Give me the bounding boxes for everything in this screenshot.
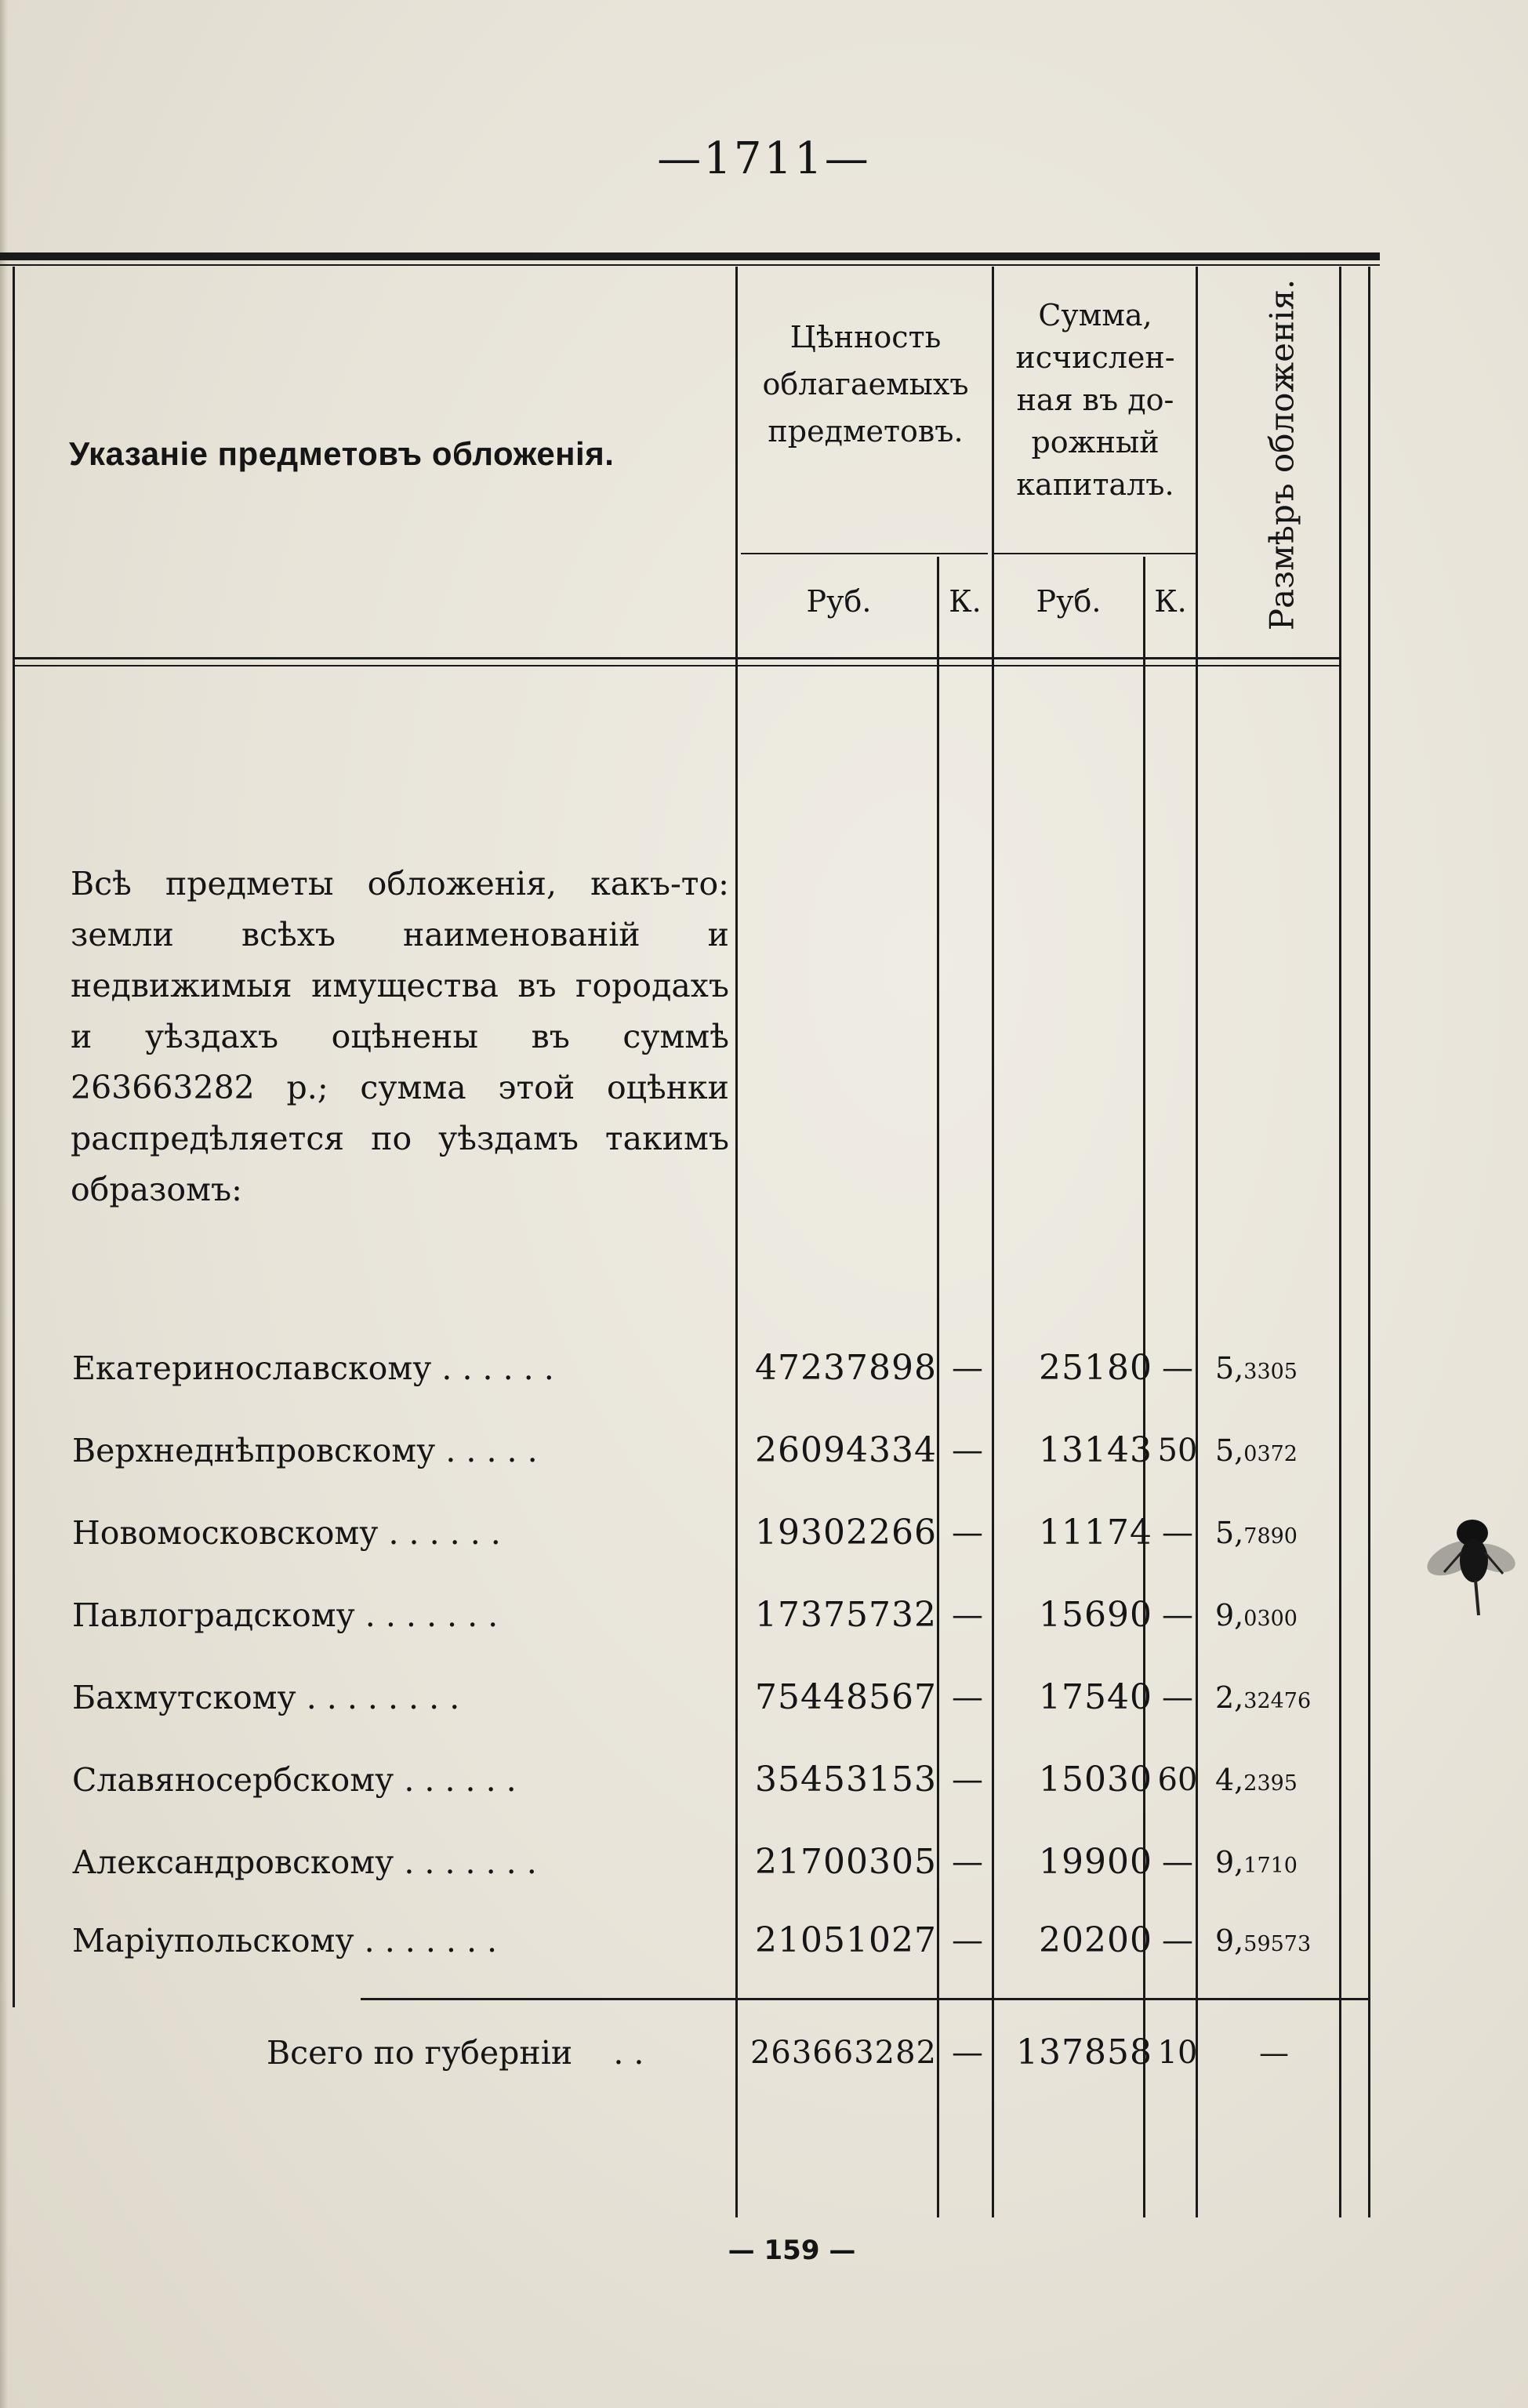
- sum-unit-rub: Руб.: [1036, 584, 1102, 619]
- valuation-kop: —: [952, 1433, 983, 1469]
- valuation-rub: 19302266: [755, 1513, 937, 1553]
- district-name: Александровскому . . . . . . .: [72, 1843, 537, 1881]
- sum-kop: 60: [1157, 1762, 1198, 1798]
- sum-kop: —: [1162, 1844, 1193, 1880]
- total-row: [0, 2014, 1528, 2092]
- table-row: [0, 1823, 1528, 1901]
- subject-column-header: Указаніе предметовъ обложенія.: [69, 435, 615, 472]
- sum-rub: 25180: [1039, 1348, 1152, 1388]
- sum-kop: —: [1162, 1350, 1193, 1386]
- table-row: [0, 1329, 1528, 1407]
- valuation-kop: —: [952, 1350, 983, 1386]
- intro-paragraph: Всѣ предметы обложенія, какъ-то: земли всѣхъ наименованій и недвижимыя имущества въ городахъ и уѣздахъ оцѣнены въ суммѣ 263663282 р.; сумма этой оцѣнки распредѣляется по уѣздамъ такимъ образомъ:: [71, 865, 729, 1208]
- sum-head-line: рожный: [1031, 425, 1160, 459]
- sum-kop: —: [1162, 1923, 1193, 1959]
- district-name: Славяносербскому . . . . . .: [72, 1761, 517, 1799]
- rate-column-header: Размѣръ обложенія.: [1262, 278, 1301, 631]
- sum-rub: 15030: [1039, 1760, 1152, 1800]
- sum-rub: 15690: [1039, 1595, 1152, 1635]
- tax-rate: 4,2395: [1215, 1763, 1298, 1797]
- sum-column-header: [994, 294, 1196, 506]
- sum-rub: 17540: [1039, 1677, 1152, 1717]
- page-number-bottom: — 159 —: [728, 2235, 856, 2266]
- sum-rub: 20200: [1039, 1920, 1152, 1960]
- value-head-divider: [741, 553, 988, 554]
- sum-head-line: исчислен-: [1015, 340, 1175, 375]
- tax-rate: 9,1710: [1215, 1845, 1298, 1880]
- sum-rub: 19900: [1039, 1842, 1152, 1882]
- district-name: Новомосковскому . . . . . .: [72, 1514, 501, 1552]
- sum-unit-kop: К.: [1154, 584, 1187, 619]
- table-row: [0, 1901, 1528, 1980]
- total-sum-kop: 10: [1157, 2035, 1198, 2071]
- sum-head-divider: [992, 553, 1196, 554]
- tax-rate: 5,0372: [1215, 1433, 1298, 1468]
- tax-rate: 2,32476: [1215, 1680, 1312, 1715]
- fly-image: [1421, 1502, 1523, 1619]
- valuation-kop: —: [952, 1680, 983, 1716]
- value-unit-rub: Руб.: [806, 584, 872, 619]
- district-name: Верхнеднѣпровскому . . . . .: [72, 1432, 538, 1469]
- value-head-line: предметовъ.: [768, 414, 964, 449]
- total-rule: [361, 1998, 1368, 2000]
- table-row: [0, 1576, 1528, 1654]
- sum-kop: 50: [1157, 1433, 1198, 1469]
- valuation-rub: 21700305: [755, 1842, 937, 1882]
- district-name: Маріупольскому . . . . . . .: [72, 1922, 498, 1959]
- value-column-header: [741, 314, 990, 455]
- value-unit-kop: К.: [949, 584, 982, 619]
- sum-head-line: капиталъ.: [1016, 467, 1174, 502]
- table-row: [0, 1411, 1528, 1490]
- value-head-line: облагаемыхъ: [762, 367, 969, 401]
- district-name: Екатеринославскому . . . . . .: [72, 1349, 554, 1387]
- sum-rub: 11174: [1039, 1513, 1152, 1553]
- sum-kop: —: [1162, 1597, 1193, 1633]
- valuation-kop: —: [952, 1597, 983, 1633]
- valuation-kop: —: [952, 1515, 983, 1551]
- table-row: [0, 1741, 1528, 1819]
- tax-rate: 5,3305: [1215, 1351, 1298, 1386]
- valuation-kop: —: [952, 1762, 983, 1798]
- valuation-kop: —: [952, 1923, 983, 1959]
- valuation-kop: —: [952, 1844, 983, 1880]
- table-row: [0, 1494, 1528, 1572]
- valuation-rub: 17375732: [755, 1595, 937, 1635]
- value-head-line: Цѣнность: [789, 320, 942, 354]
- valuation-rub: 21051027: [755, 1920, 937, 1960]
- tax-rate: 9,0300: [1215, 1598, 1298, 1633]
- district-name: Павлоградскому . . . . . . .: [72, 1596, 499, 1634]
- header-bottom-rule-thin: [14, 665, 1339, 666]
- total-valuation-rub: 263663282: [749, 2035, 937, 2071]
- total-label: Всего по губерніи . .: [267, 2034, 644, 2072]
- total-valuation-kop: —: [952, 2035, 983, 2071]
- tax-rate: 9,59573: [1215, 1923, 1312, 1958]
- valuation-rub: 35453153: [755, 1760, 937, 1800]
- table-top-rule: [0, 252, 1380, 260]
- sum-head-line: Сумма,: [1038, 298, 1152, 332]
- valuation-rub: 47237898: [755, 1348, 937, 1388]
- table-top-rule-thin: [0, 264, 1380, 266]
- sum-rub: 13143: [1039, 1430, 1152, 1470]
- tax-rate: 5,7890: [1215, 1516, 1298, 1550]
- header-bottom-rule: [14, 657, 1339, 659]
- sum-kop: —: [1162, 1515, 1193, 1551]
- district-name: Бахмутскому . . . . . . . .: [72, 1679, 460, 1716]
- sum-kop: —: [1162, 1680, 1193, 1716]
- valuation-rub: 26094334: [755, 1430, 937, 1470]
- valuation-rub: 75448567: [755, 1677, 937, 1717]
- sum-head-line: ная въ до-: [1016, 383, 1174, 417]
- table-row: [0, 1658, 1528, 1737]
- total-sum-rub: 137858: [1016, 2032, 1152, 2072]
- page-number-top: —1711—: [657, 133, 871, 184]
- total-rate: —: [1259, 2036, 1289, 2070]
